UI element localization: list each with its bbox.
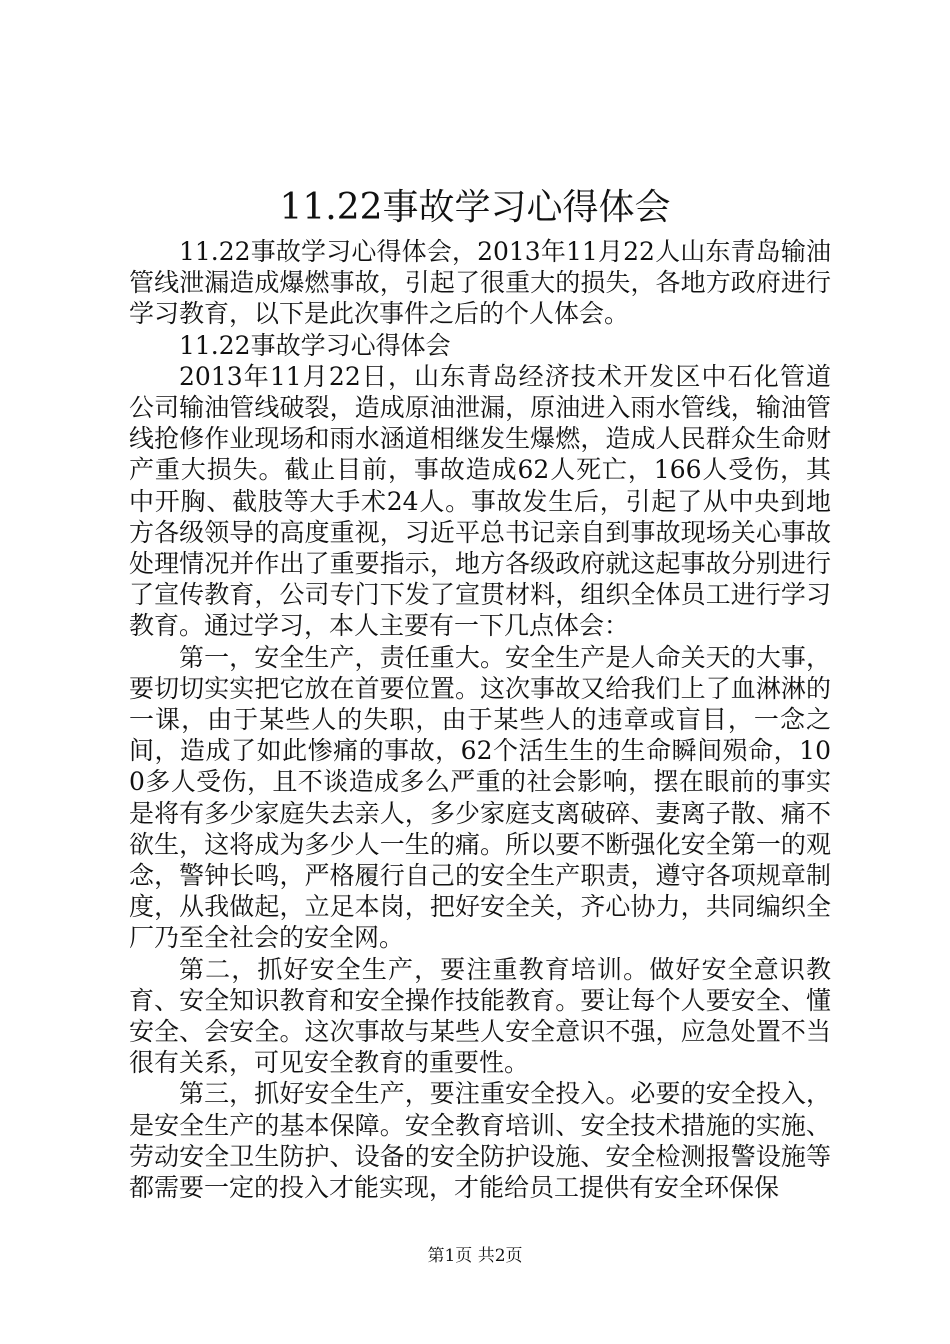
document-title: 11.22事故学习心得体会 [279, 187, 671, 228]
document-body [129, 236, 831, 1203]
paragraph-point-three: 第三，抓好安全生产，要注重安全投入。必要的安全投入，是安全生产的基本保障。安全教育培训、安全技术措施的实施、劳动安全卫生防护、设备的安全防护设施、安全检测报警设施等都需要一定的投入才能实现，才能给员工提供有安全环保保 [129, 1079, 831, 1203]
page-footer: 第1页 共2页 [427, 1246, 523, 1266]
paragraph-subtitle: 11.22事故学习心得体会 [179, 330, 451, 360]
paragraph-intro: 11.22事故学习心得体会，2013年11月22人山东青岛输油管线泄漏造成爆燃事故，引起了很重大的损失，各地方政府进行学习教育，以下是此次事件之后的个人体会。 [129, 237, 831, 329]
paragraph-background: 2013年11月22日，山东青岛经济技术开发区中石化管道公司输油管线破裂，造成原油泄漏，原油进入雨水管线，输油管线抢修作业现场和雨水涵道相继发生爆燃，造成人民群众生命财产重大损失。截止目前，事故造成62人死亡，166人受伤，其中开胸、截肢等大手术24人。事故发生后，引起了从中央到地方各级领导的高度重视，习近平总书记亲自到事故现场关心事故处理情况并作出了重要指示，地方各级政府就这起事故分别进行了宣传教育，公司专门下发了宣贯材料，组织全体员工进行学习教育。通过学习，本人主要有一下几点体会： [129, 361, 831, 641]
paragraph-point-two: 第二，抓好安全生产，要注重教育培训。做好安全意识教育、安全知识教育和安全操作技能教育。要让每个人要安全、懂安全、会安全。这次事故与某些人安全意识不强，应急处置不当很有关系，可见安全教育的重要性。 [129, 954, 831, 1078]
paragraph-point-one: 第一，安全生产，责任重大。安全生产是人命关天的大事，要切切实实把它放在首要位置。这次事故又给我们上了血淋淋的一课，由于某些人的失职，由于某些人的违章或盲目，一念之间，造成了如此惨痛的事故，62个活生生的生命瞬间殒命，100多人受伤，且不谈造成多么严重的社会影响，摆在眼前的事实是将有多少家庭失去亲人，多少家庭支离破碎、妻离子散、痛不欲生，这将成为多少人一生的痛。所以要不断强化安全第一的观念，警钟长鸣，严格履行自己的安全生产职责，遵守各项规章制度，从我做起，立足本岗，把好安全关，齐心协力，共同编织全厂乃至全社会的安全网。 [129, 642, 831, 953]
